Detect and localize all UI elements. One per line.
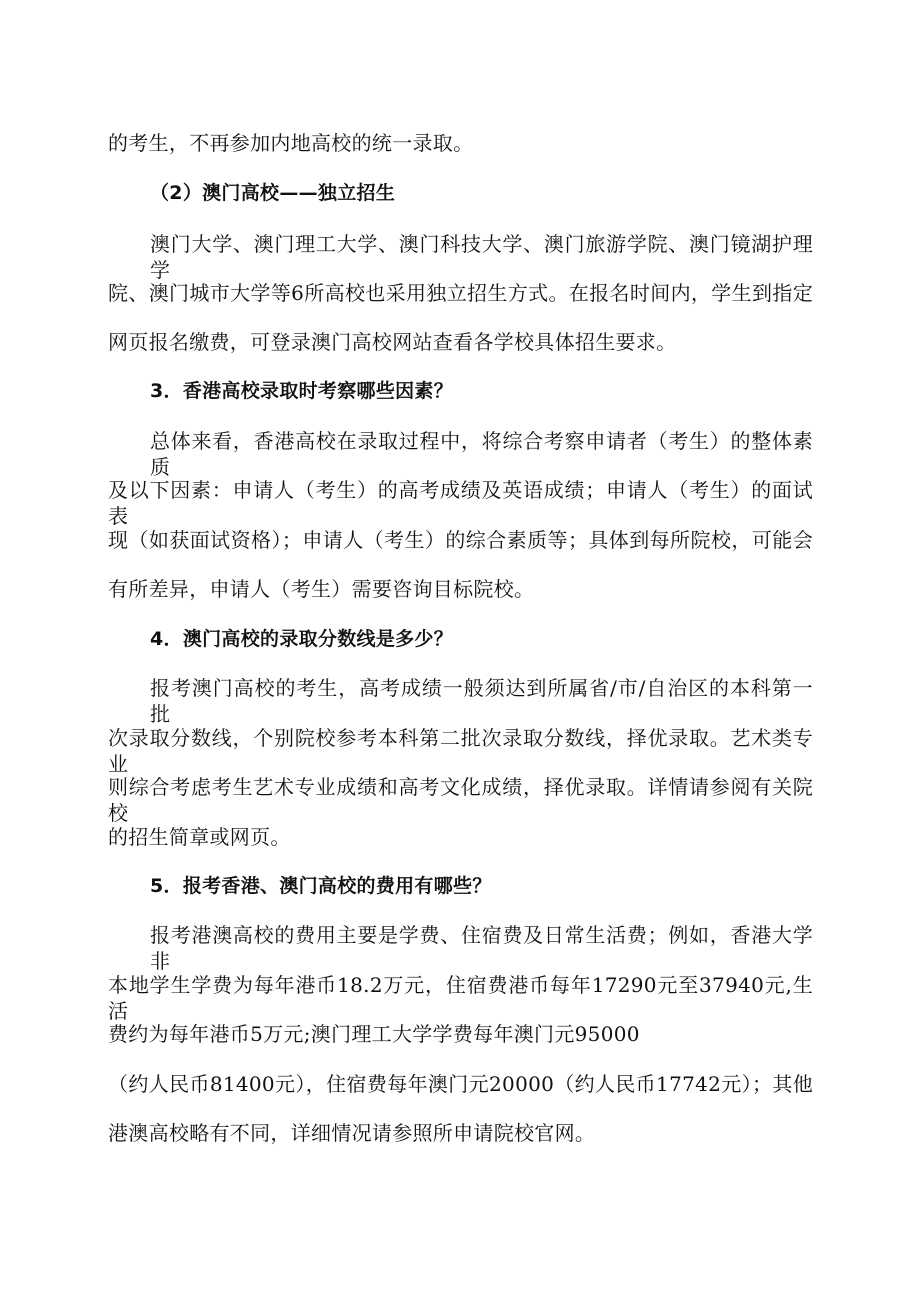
paragraph-line: 的考生，不再参加内地高校的统一录取。 [108, 131, 474, 155]
paragraph-line: 现（如获面试资格）；申请人（考生）的综合素质等；具体到每所院校，可能会 [108, 528, 813, 552]
paragraph-line: 费约为每年港币5万元;澳门理工大学学费每年澳门元95000 [108, 1022, 640, 1046]
paragraph-line: 澳门大学、澳门理工大学、澳门科技大学、澳门旅游学院、澳门镜湖护理学 [150, 232, 813, 282]
question-heading-5: 5．报考香港、澳门高校的费用有哪些？ [150, 875, 492, 897]
question-heading-3: 3．香港高校录取时考察哪些因素？ [150, 380, 454, 402]
paragraph-line: 则综合考虑考生艺术专业成绩和高考文化成绩，择优录取。详情请参阅有关院校 [108, 775, 813, 825]
paragraph-line: 有所差异，申请人（考生）需要咨询目标院校。 [108, 577, 535, 601]
paragraph-line: 总体来看，香港高校在录取过程中，将综合考察申请者（考生）的整体素质 [150, 429, 813, 479]
paragraph-line: 本地学生学费为每年港币18.2万元，住宿费港币每年17290元至37940元,生活 [108, 973, 813, 1023]
paragraph-line: 院、澳门城市大学等6所高校也采用独立招生方式。在报名时间内，学生到指定 [108, 281, 813, 305]
paragraph-line: 次录取分数线，个别院校参考本科第二批次录取分数线，择优录取。艺术类专业 [108, 726, 813, 776]
paragraph-line: 的招生简章或网页。 [108, 825, 291, 849]
question-heading-4: 4．澳门高校的录取分数线是多少？ [150, 628, 454, 650]
paragraph-line: 网页报名缴费，可登录澳门高校网站查看各学校具体招生要求。 [108, 330, 677, 354]
section-heading-macau-independent: （2）澳门高校——独立招生 [150, 182, 396, 204]
paragraph-line: 报考澳门高校的考生，高考成绩一般须达到所属省/市/自治区的本科第一批 [150, 676, 813, 726]
paragraph-line: 港澳高校略有不同，详细情况请参照所申请院校官网。 [108, 1121, 596, 1145]
paragraph-line: （约人民币81400元），住宿费每年澳门元20000（约人民币17742元）；其他 [108, 1072, 813, 1096]
paragraph-line: 报考港澳高校的费用主要是学费、住宿费及日常生活费；例如，香港大学非 [150, 923, 813, 973]
paragraph-line: 及以下因素：申请人（考生）的高考成绩及英语成绩；申请人（考生）的面试表 [108, 478, 813, 528]
